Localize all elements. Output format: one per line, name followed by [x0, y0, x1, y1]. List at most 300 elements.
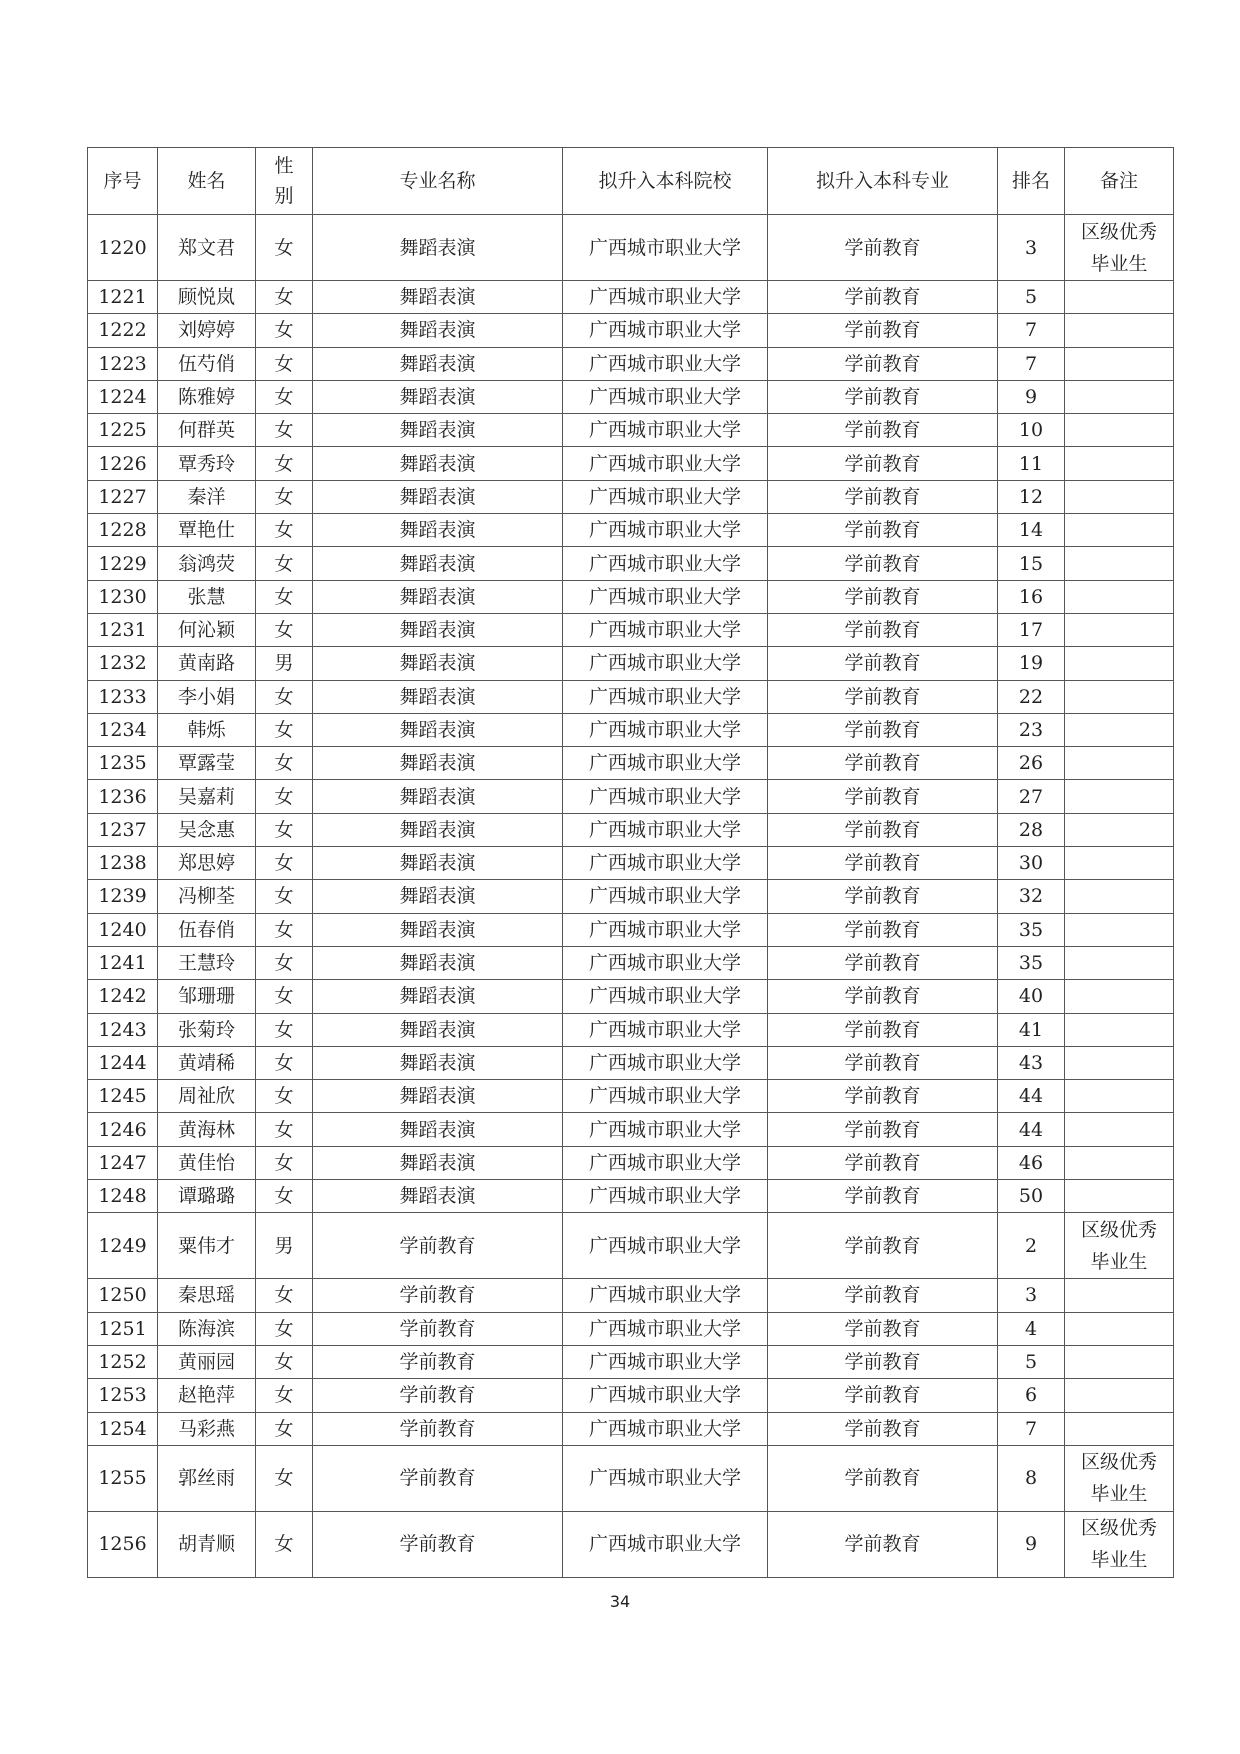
major-cell: 舞蹈表演 [313, 946, 563, 979]
note-cell [1065, 1312, 1174, 1345]
name-cell: 谭璐璐 [158, 1180, 256, 1213]
seq-cell: 1238 [88, 847, 158, 880]
note-cell [1065, 1279, 1174, 1312]
gender-cell: 女 [256, 480, 313, 513]
gender-cell: 女 [256, 747, 313, 780]
name-cell: 翁鸿荧 [158, 547, 256, 580]
target-school-cell: 广西城市职业大学 [563, 680, 768, 713]
note-cell [1065, 1180, 1174, 1213]
table-row [88, 1013, 1174, 1046]
seq-cell: 1233 [88, 680, 158, 713]
seq-cell: 1253 [88, 1379, 158, 1412]
rank-cell: 23 [998, 713, 1065, 746]
rank-cell: 3 [998, 1279, 1065, 1312]
target-major-cell: 学前教育 [768, 514, 998, 547]
major-cell: 舞蹈表演 [313, 680, 563, 713]
rank-cell: 12 [998, 480, 1065, 513]
seq-cell: 1236 [88, 780, 158, 813]
name-cell: 陈海滨 [158, 1312, 256, 1345]
rank-cell: 30 [998, 847, 1065, 880]
rank-cell: 41 [998, 1013, 1065, 1046]
target-school-cell: 广西城市职业大学 [563, 1013, 768, 1046]
target-school-cell: 广西城市职业大学 [563, 1080, 768, 1113]
seq-cell: 1232 [88, 647, 158, 680]
target-major-cell: 学前教育 [768, 946, 998, 979]
target-school-cell: 广西城市职业大学 [563, 380, 768, 413]
target-major-cell: 学前教育 [768, 1412, 998, 1445]
name-cell: 何群英 [158, 414, 256, 447]
target-school-cell: 广西城市职业大学 [563, 1046, 768, 1079]
rank-cell: 50 [998, 1180, 1065, 1213]
target-school-cell: 广西城市职业大学 [563, 813, 768, 846]
major-cell: 舞蹈表演 [313, 1146, 563, 1179]
note-cell [1065, 1412, 1174, 1445]
major-cell: 舞蹈表演 [313, 980, 563, 1013]
major-cell: 学前教育 [313, 1511, 563, 1577]
target-school-cell: 广西城市职业大学 [563, 647, 768, 680]
major-cell: 舞蹈表演 [313, 1013, 563, 1046]
note-cell: 区级优秀 毕业生 [1065, 1511, 1174, 1577]
table-row [88, 1511, 1174, 1577]
name-cell: 王慧玲 [158, 946, 256, 979]
target-major-cell: 学前教育 [768, 1312, 998, 1345]
name-cell: 覃艳仕 [158, 514, 256, 547]
target-school-cell: 广西城市职业大学 [563, 447, 768, 480]
target-school-cell: 广西城市职业大学 [563, 1511, 768, 1577]
target-school-cell: 广西城市职业大学 [563, 1279, 768, 1312]
rank-cell: 7 [998, 347, 1065, 380]
seq-cell: 1229 [88, 547, 158, 580]
rank-cell: 14 [998, 514, 1065, 547]
table-row [88, 215, 1174, 281]
target-major-cell: 学前教育 [768, 613, 998, 646]
note-cell: 区级优秀 毕业生 [1065, 1213, 1174, 1279]
rank-cell: 2 [998, 1213, 1065, 1279]
rank-cell: 19 [998, 647, 1065, 680]
rank-cell: 7 [998, 1412, 1065, 1445]
name-cell: 张菊玲 [158, 1013, 256, 1046]
target-major-cell: 学前教育 [768, 847, 998, 880]
note-cell [1065, 547, 1174, 580]
target-major-cell: 学前教育 [768, 747, 998, 780]
target-school-cell: 广西城市职业大学 [563, 480, 768, 513]
target-school-cell: 广西城市职业大学 [563, 847, 768, 880]
note-cell [1065, 514, 1174, 547]
table-row [88, 314, 1174, 347]
seq-cell: 1235 [88, 747, 158, 780]
name-cell: 顾悦岚 [158, 281, 256, 314]
rank-header: 排名 [998, 148, 1065, 215]
gender-cell: 女 [256, 1279, 313, 1312]
rank-cell: 16 [998, 580, 1065, 613]
target-school-cell: 广西城市职业大学 [563, 1180, 768, 1213]
major-cell: 舞蹈表演 [313, 347, 563, 380]
gender-cell: 女 [256, 414, 313, 447]
target-school-cell: 广西城市职业大学 [563, 514, 768, 547]
note-cell [1065, 680, 1174, 713]
note-cell [1065, 946, 1174, 979]
name-cell: 覃秀玲 [158, 447, 256, 480]
gender-cell: 女 [256, 215, 313, 281]
target-major-cell: 学前教育 [768, 980, 998, 1013]
table-row [88, 1345, 1174, 1378]
major-cell: 舞蹈表演 [313, 480, 563, 513]
table-row [88, 480, 1174, 513]
note-cell [1065, 647, 1174, 680]
major-cell: 舞蹈表演 [313, 813, 563, 846]
name-cell: 粟伟才 [158, 1213, 256, 1279]
name-header: 姓名 [158, 148, 256, 215]
seq-cell: 1250 [88, 1279, 158, 1312]
target-school-cell: 广西城市职业大学 [563, 880, 768, 913]
seq-cell: 1243 [88, 1013, 158, 1046]
table-row [88, 514, 1174, 547]
target-major-cell: 学前教育 [768, 647, 998, 680]
table-row [88, 946, 1174, 979]
target-school-cell: 广西城市职业大学 [563, 314, 768, 347]
table-row [88, 1312, 1174, 1345]
rank-cell: 44 [998, 1080, 1065, 1113]
rank-cell: 5 [998, 281, 1065, 314]
rank-cell: 3 [998, 215, 1065, 281]
name-cell: 黄海林 [158, 1113, 256, 1146]
seq-cell: 1234 [88, 713, 158, 746]
major-cell: 舞蹈表演 [313, 547, 563, 580]
seq-cell: 1246 [88, 1113, 158, 1146]
gender-cell: 女 [256, 1511, 313, 1577]
name-cell: 郑文君 [158, 215, 256, 281]
major-cell: 舞蹈表演 [313, 1080, 563, 1113]
gender-cell: 女 [256, 847, 313, 880]
gender-cell: 女 [256, 880, 313, 913]
major-cell: 学前教育 [313, 1279, 563, 1312]
major-cell: 舞蹈表演 [313, 414, 563, 447]
gender-cell: 女 [256, 946, 313, 979]
seq-cell: 1240 [88, 913, 158, 946]
name-cell: 吴嘉莉 [158, 780, 256, 813]
seq-cell: 1237 [88, 813, 158, 846]
name-cell: 冯柳荃 [158, 880, 256, 913]
page-number: 34 [609, 1592, 631, 1611]
rank-cell: 9 [998, 1511, 1065, 1577]
seq-cell: 1226 [88, 447, 158, 480]
note-cell [1065, 447, 1174, 480]
note-cell [1065, 813, 1174, 846]
major-cell: 舞蹈表演 [313, 780, 563, 813]
gender-cell: 女 [256, 447, 313, 480]
seq-cell: 1239 [88, 880, 158, 913]
target-school-cell: 广西城市职业大学 [563, 215, 768, 281]
name-cell: 郭丝雨 [158, 1445, 256, 1511]
gender-cell: 女 [256, 780, 313, 813]
major-cell: 学前教育 [313, 1412, 563, 1445]
target-school-cell: 广西城市职业大学 [563, 1445, 768, 1511]
table-row [88, 813, 1174, 846]
rank-cell: 15 [998, 547, 1065, 580]
seq-cell: 1248 [88, 1180, 158, 1213]
major-cell: 学前教育 [313, 1379, 563, 1412]
rank-cell: 28 [998, 813, 1065, 846]
note-cell [1065, 281, 1174, 314]
note-cell [1065, 1113, 1174, 1146]
seq-cell: 1252 [88, 1345, 158, 1378]
name-cell: 秦洋 [158, 480, 256, 513]
table-row [88, 913, 1174, 946]
seq-cell: 1228 [88, 514, 158, 547]
note-cell [1065, 747, 1174, 780]
target-major-cell: 学前教育 [768, 1213, 998, 1279]
target-major-cell: 学前教育 [768, 1180, 998, 1213]
target-school-cell: 广西城市职业大学 [563, 980, 768, 1013]
note-cell [1065, 1345, 1174, 1378]
target-major-cell: 学前教育 [768, 680, 998, 713]
gender-cell: 女 [256, 1013, 313, 1046]
gender-cell: 女 [256, 514, 313, 547]
target-major-cell: 学前教育 [768, 780, 998, 813]
rank-cell: 26 [998, 747, 1065, 780]
table-row [88, 1113, 1174, 1146]
name-cell: 伍春俏 [158, 913, 256, 946]
student-roster-table [87, 147, 1174, 1578]
target-school-cell: 广西城市职业大学 [563, 1345, 768, 1378]
target-major-cell: 学前教育 [768, 1080, 998, 1113]
gender-cell: 男 [256, 647, 313, 680]
gender-header: 性 别 [256, 148, 313, 215]
table-row [88, 1213, 1174, 1279]
table-row [88, 281, 1174, 314]
table-row [88, 1445, 1174, 1511]
gender-cell: 女 [256, 1046, 313, 1079]
name-cell: 黄丽园 [158, 1345, 256, 1378]
major-cell: 舞蹈表演 [313, 314, 563, 347]
note-cell [1065, 314, 1174, 347]
target-major-cell: 学前教育 [768, 1345, 998, 1378]
major-cell: 舞蹈表演 [313, 380, 563, 413]
seq-cell: 1256 [88, 1511, 158, 1577]
seq-header: 序号 [88, 148, 158, 215]
note-cell [1065, 1379, 1174, 1412]
note-cell [1065, 380, 1174, 413]
rank-cell: 10 [998, 414, 1065, 447]
target-major-cell: 学前教育 [768, 1279, 998, 1312]
seq-cell: 1220 [88, 215, 158, 281]
name-cell: 刘婷婷 [158, 314, 256, 347]
target-major-cell: 学前教育 [768, 281, 998, 314]
table-row [88, 1379, 1174, 1412]
note-cell [1065, 1013, 1174, 1046]
table-row [88, 680, 1174, 713]
note-cell [1065, 1046, 1174, 1079]
major-cell: 舞蹈表演 [313, 647, 563, 680]
header-row [88, 148, 1174, 215]
major-cell: 舞蹈表演 [313, 1180, 563, 1213]
note-header: 备注 [1065, 148, 1174, 215]
target-school-cell: 广西城市职业大学 [563, 1213, 768, 1279]
seq-cell: 1227 [88, 480, 158, 513]
rank-cell: 7 [998, 314, 1065, 347]
target-school-cell: 广西城市职业大学 [563, 347, 768, 380]
seq-cell: 1255 [88, 1445, 158, 1511]
table-row [88, 1412, 1174, 1445]
name-cell: 秦思瑶 [158, 1279, 256, 1312]
target-major-cell: 学前教育 [768, 1146, 998, 1179]
target-major-cell: 学前教育 [768, 414, 998, 447]
target-school-cell: 广西城市职业大学 [563, 913, 768, 946]
target-major-header: 拟升入本科专业 [768, 148, 998, 215]
table-row [88, 347, 1174, 380]
rank-cell: 40 [998, 980, 1065, 1013]
table-row [88, 380, 1174, 413]
target-major-cell: 学前教育 [768, 380, 998, 413]
gender-cell: 男 [256, 1213, 313, 1279]
table-row [88, 547, 1174, 580]
target-school-cell: 广西城市职业大学 [563, 580, 768, 613]
table-row [88, 447, 1174, 480]
name-cell: 周祉欣 [158, 1080, 256, 1113]
major-cell: 学前教育 [313, 1312, 563, 1345]
name-cell: 何沁颖 [158, 613, 256, 646]
table-row [88, 847, 1174, 880]
target-major-cell: 学前教育 [768, 913, 998, 946]
rank-cell: 32 [998, 880, 1065, 913]
note-cell [1065, 847, 1174, 880]
seq-cell: 1221 [88, 281, 158, 314]
rank-cell: 44 [998, 1113, 1065, 1146]
seq-cell: 1247 [88, 1146, 158, 1179]
gender-cell: 女 [256, 1412, 313, 1445]
seq-cell: 1242 [88, 980, 158, 1013]
rank-cell: 35 [998, 946, 1065, 979]
target-major-cell: 学前教育 [768, 1113, 998, 1146]
rank-cell: 46 [998, 1146, 1065, 1179]
target-school-cell: 广西城市职业大学 [563, 1113, 768, 1146]
target-major-cell: 学前教育 [768, 1445, 998, 1511]
major-cell: 舞蹈表演 [313, 1046, 563, 1079]
major-cell: 舞蹈表演 [313, 747, 563, 780]
table-row [88, 780, 1174, 813]
name-cell: 黄靖稀 [158, 1046, 256, 1079]
gender-cell: 女 [256, 913, 313, 946]
note-cell [1065, 913, 1174, 946]
seq-cell: 1254 [88, 1412, 158, 1445]
gender-cell: 女 [256, 1445, 313, 1511]
target-school-cell: 广西城市职业大学 [563, 281, 768, 314]
target-major-cell: 学前教育 [768, 480, 998, 513]
target-major-cell: 学前教育 [768, 580, 998, 613]
target-major-cell: 学前教育 [768, 314, 998, 347]
rank-cell: 9 [998, 380, 1065, 413]
name-cell: 胡青顺 [158, 1511, 256, 1577]
name-cell: 吴念惠 [158, 813, 256, 846]
major-cell: 舞蹈表演 [313, 613, 563, 646]
target-major-cell: 学前教育 [768, 813, 998, 846]
note-cell [1065, 780, 1174, 813]
note-cell [1065, 880, 1174, 913]
rank-cell: 11 [998, 447, 1065, 480]
target-school-cell: 广西城市职业大学 [563, 613, 768, 646]
seq-cell: 1245 [88, 1080, 158, 1113]
gender-cell: 女 [256, 547, 313, 580]
note-cell [1065, 347, 1174, 380]
rank-cell: 35 [998, 913, 1065, 946]
table-row [88, 1080, 1174, 1113]
seq-cell: 1222 [88, 314, 158, 347]
gender-cell: 女 [256, 347, 313, 380]
note-cell: 区级优秀 毕业生 [1065, 215, 1174, 281]
target-major-cell: 学前教育 [768, 215, 998, 281]
gender-cell: 女 [256, 1345, 313, 1378]
target-school-cell: 广西城市职业大学 [563, 1379, 768, 1412]
name-cell: 马彩燕 [158, 1412, 256, 1445]
major-header: 专业名称 [313, 148, 563, 215]
seq-cell: 1241 [88, 946, 158, 979]
target-major-cell: 学前教育 [768, 1013, 998, 1046]
seq-cell: 1225 [88, 414, 158, 447]
rank-cell: 5 [998, 1345, 1065, 1378]
gender-cell: 女 [256, 813, 313, 846]
table-row [88, 1046, 1174, 1079]
major-cell: 舞蹈表演 [313, 847, 563, 880]
name-cell: 覃露莹 [158, 747, 256, 780]
note-cell [1065, 1080, 1174, 1113]
target-school-cell: 广西城市职业大学 [563, 747, 768, 780]
major-cell: 舞蹈表演 [313, 1113, 563, 1146]
gender-cell: 女 [256, 980, 313, 1013]
target-major-cell: 学前教育 [768, 713, 998, 746]
gender-cell: 女 [256, 1379, 313, 1412]
name-cell: 陈雅婷 [158, 380, 256, 413]
note-cell [1065, 580, 1174, 613]
gender-cell: 女 [256, 680, 313, 713]
rank-cell: 17 [998, 613, 1065, 646]
target-major-cell: 学前教育 [768, 1511, 998, 1577]
seq-cell: 1249 [88, 1213, 158, 1279]
target-major-cell: 学前教育 [768, 447, 998, 480]
table-row [88, 580, 1174, 613]
gender-cell: 女 [256, 314, 313, 347]
name-cell: 黄佳怡 [158, 1146, 256, 1179]
seq-cell: 1223 [88, 347, 158, 380]
gender-cell: 女 [256, 713, 313, 746]
note-cell [1065, 713, 1174, 746]
seq-cell: 1244 [88, 1046, 158, 1079]
target-major-cell: 学前教育 [768, 880, 998, 913]
name-cell: 黄南路 [158, 647, 256, 680]
seq-cell: 1231 [88, 613, 158, 646]
target-school-cell: 广西城市职业大学 [563, 780, 768, 813]
gender-cell: 女 [256, 1080, 313, 1113]
target-school-cell: 广西城市职业大学 [563, 547, 768, 580]
target-major-cell: 学前教育 [768, 1046, 998, 1079]
table-row [88, 1146, 1174, 1179]
target-school-cell: 广西城市职业大学 [563, 1312, 768, 1345]
name-cell: 张慧 [158, 580, 256, 613]
table-row [88, 747, 1174, 780]
note-cell [1065, 414, 1174, 447]
gender-cell: 女 [256, 1312, 313, 1345]
seq-cell: 1224 [88, 380, 158, 413]
major-cell: 舞蹈表演 [313, 281, 563, 314]
major-cell: 舞蹈表演 [313, 713, 563, 746]
table-row [88, 980, 1174, 1013]
target-school-cell: 广西城市职业大学 [563, 1146, 768, 1179]
major-cell: 舞蹈表演 [313, 913, 563, 946]
table-row [88, 713, 1174, 746]
name-cell: 伍芍俏 [158, 347, 256, 380]
table-body [88, 215, 1174, 1578]
gender-cell: 女 [256, 1180, 313, 1213]
name-cell: 邹珊珊 [158, 980, 256, 1013]
